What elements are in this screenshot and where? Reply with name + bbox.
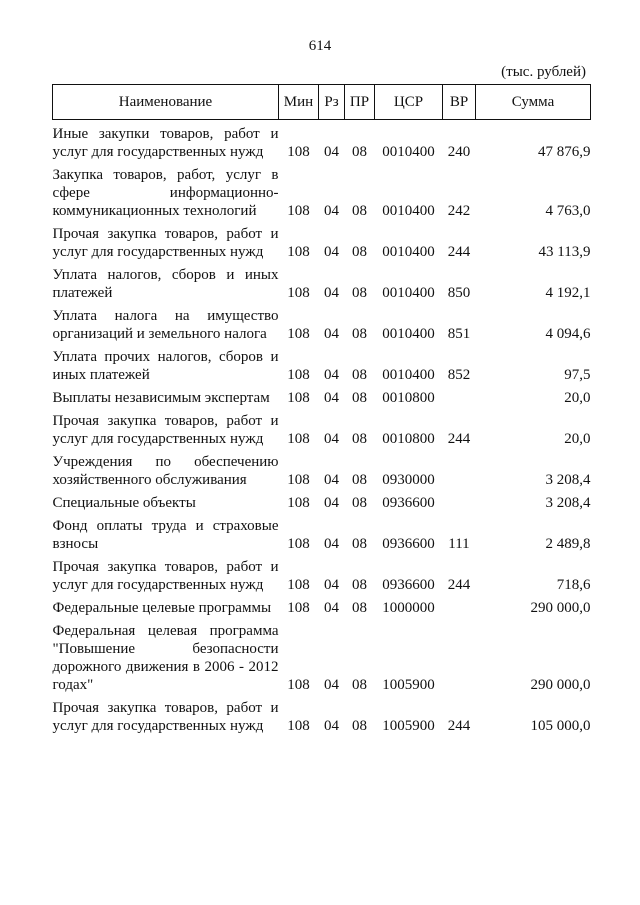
row-sum: 20,0 bbox=[564, 390, 591, 406]
row-pr: 08 bbox=[352, 536, 367, 552]
row-min: 108 bbox=[287, 390, 310, 406]
row-rz: 04 bbox=[324, 144, 339, 160]
row-name: Прочая закупка товаров, работ и услуг для государственных нужд bbox=[52, 700, 279, 734]
row-vr bbox=[443, 617, 476, 694]
row-pr: 08 bbox=[352, 472, 367, 488]
table-row bbox=[53, 302, 591, 343]
row-csr: 0930000 bbox=[382, 472, 435, 488]
row-csr: 0936600 bbox=[382, 577, 435, 593]
row-sum: 97,5 bbox=[564, 367, 591, 383]
header-rz: Рз bbox=[319, 85, 345, 120]
row-sum: 3 208,4 bbox=[545, 495, 591, 511]
row-name: Фонд оплаты труда и страховые взносы bbox=[52, 518, 279, 552]
row-name: Прочая закупка товаров, работ и услуг для государственных нужд bbox=[52, 559, 279, 593]
header-row bbox=[53, 85, 591, 120]
row-name: Специальные объекты bbox=[52, 495, 196, 511]
row-rz: 04 bbox=[324, 326, 339, 342]
table-row bbox=[53, 343, 591, 384]
table-row bbox=[53, 261, 591, 302]
row-min: 108 bbox=[287, 536, 310, 552]
row-pr: 08 bbox=[352, 390, 367, 406]
row-rz: 04 bbox=[324, 203, 339, 219]
row-vr: 851 bbox=[447, 326, 471, 342]
row-min: 108 bbox=[287, 144, 310, 160]
row-min: 108 bbox=[287, 285, 310, 301]
row-rz: 04 bbox=[324, 390, 339, 406]
row-csr: 0010400 bbox=[382, 244, 435, 260]
row-vr: 850 bbox=[447, 285, 471, 301]
row-pr: 08 bbox=[352, 144, 367, 160]
row-pr: 08 bbox=[352, 203, 367, 219]
table-row bbox=[53, 448, 591, 489]
table-row bbox=[53, 161, 591, 220]
table-row bbox=[53, 120, 591, 162]
row-vr: 244 bbox=[447, 577, 471, 593]
row-pr: 08 bbox=[352, 367, 367, 383]
row-rz: 04 bbox=[324, 718, 339, 734]
table-row bbox=[53, 489, 591, 512]
row-name: Федеральная целевая программа "Повышение безопасности дорожного движения в 2006 - 2012 годах" bbox=[52, 623, 279, 693]
header-pr: ПР bbox=[345, 85, 375, 120]
row-min: 108 bbox=[287, 600, 310, 616]
table-row bbox=[53, 553, 591, 594]
row-min: 108 bbox=[287, 472, 310, 488]
row-csr: 0010400 bbox=[382, 326, 435, 342]
row-csr: 0010400 bbox=[382, 285, 435, 301]
row-name: Выплаты независимым экспертам bbox=[52, 390, 270, 406]
row-vr bbox=[443, 448, 476, 489]
row-sum: 47 876,9 bbox=[538, 144, 591, 160]
row-pr: 08 bbox=[352, 677, 367, 693]
header-csr: ЦСР bbox=[375, 85, 443, 120]
table-row bbox=[53, 512, 591, 553]
table-row bbox=[53, 617, 591, 694]
row-pr: 08 bbox=[352, 600, 367, 616]
row-pr: 08 bbox=[352, 285, 367, 301]
header-name: Наименование bbox=[53, 85, 279, 120]
row-vr bbox=[443, 594, 476, 617]
table-row bbox=[53, 384, 591, 407]
row-rz: 04 bbox=[324, 367, 339, 383]
row-name: Уплата прочих налогов, сборов и иных платежей bbox=[52, 349, 279, 383]
row-sum: 290 000,0 bbox=[530, 677, 591, 693]
row-csr: 0010400 bbox=[382, 203, 435, 219]
row-rz: 04 bbox=[324, 577, 339, 593]
row-pr: 08 bbox=[352, 495, 367, 511]
row-name: Иные закупки товаров, работ и услуг для государственных нужд bbox=[52, 126, 279, 160]
page-number: 614 bbox=[308, 38, 332, 54]
row-rz: 04 bbox=[324, 431, 339, 447]
row-sum: 20,0 bbox=[564, 431, 591, 447]
row-min: 108 bbox=[287, 577, 310, 593]
row-sum: 3 208,4 bbox=[545, 472, 591, 488]
row-name: Федеральные целевые программы bbox=[52, 600, 272, 616]
row-vr bbox=[443, 489, 476, 512]
row-vr: 240 bbox=[447, 144, 471, 160]
row-pr: 08 bbox=[352, 718, 367, 734]
row-vr: 242 bbox=[447, 203, 471, 219]
table-body bbox=[53, 120, 591, 736]
row-vr bbox=[443, 384, 476, 407]
row-min: 108 bbox=[287, 718, 310, 734]
header-min: Мин bbox=[279, 85, 319, 120]
row-csr: 0010800 bbox=[382, 431, 435, 447]
row-csr: 0010400 bbox=[382, 367, 435, 383]
row-rz: 04 bbox=[324, 536, 339, 552]
row-pr: 08 bbox=[352, 577, 367, 593]
row-csr: 0010400 bbox=[382, 144, 435, 160]
row-name: Уплата налога на имущество организаций и земельного налога bbox=[52, 308, 279, 342]
row-min: 108 bbox=[287, 367, 310, 383]
row-rz: 04 bbox=[324, 495, 339, 511]
row-sum: 4 763,0 bbox=[545, 203, 591, 219]
row-csr: 1005900 bbox=[382, 677, 435, 693]
row-min: 108 bbox=[287, 495, 310, 511]
row-pr: 08 bbox=[352, 431, 367, 447]
row-csr: 0936600 bbox=[382, 536, 435, 552]
row-rz: 04 bbox=[324, 244, 339, 260]
row-min: 108 bbox=[287, 431, 310, 447]
row-sum: 718,6 bbox=[556, 577, 591, 593]
table-row bbox=[53, 407, 591, 448]
table-row bbox=[53, 594, 591, 617]
header-sum: Сумма bbox=[476, 85, 591, 120]
row-name: Закупка товаров, работ, услуг в сфере информационно-коммуникационных технологий bbox=[52, 167, 279, 219]
row-vr: 244 bbox=[447, 244, 471, 260]
row-rz: 04 bbox=[324, 285, 339, 301]
row-sum: 2 489,8 bbox=[545, 536, 591, 552]
row-rz: 04 bbox=[324, 472, 339, 488]
row-csr: 0936600 bbox=[382, 495, 435, 511]
table-row bbox=[53, 220, 591, 261]
table-header bbox=[53, 85, 591, 120]
row-name: Прочая закупка товаров, работ и услуг для государственных нужд bbox=[52, 226, 279, 260]
units-label: (тыс. рублей) bbox=[501, 64, 586, 80]
row-sum: 290 000,0 bbox=[530, 600, 591, 616]
row-csr: 0010800 bbox=[382, 390, 435, 406]
row-vr: 244 bbox=[447, 718, 471, 734]
row-pr: 08 bbox=[352, 326, 367, 342]
row-rz: 04 bbox=[324, 677, 339, 693]
row-vr: 111 bbox=[448, 536, 470, 552]
table-row bbox=[53, 694, 591, 735]
row-min: 108 bbox=[287, 203, 310, 219]
row-min: 108 bbox=[287, 244, 310, 260]
row-min: 108 bbox=[287, 326, 310, 342]
row-name: Прочая закупка товаров, работ и услуг для государственных нужд bbox=[52, 413, 279, 447]
row-sum: 105 000,0 bbox=[530, 718, 591, 734]
row-sum: 4 192,1 bbox=[545, 285, 591, 301]
row-name: Учреждения по обеспечению хозяйственного обслуживания bbox=[52, 454, 279, 488]
row-min: 108 bbox=[287, 677, 310, 693]
row-sum: 4 094,6 bbox=[545, 326, 591, 342]
row-pr: 08 bbox=[352, 244, 367, 260]
row-csr: 1000000 bbox=[382, 600, 435, 616]
row-vr: 852 bbox=[447, 367, 471, 383]
header-vr: ВР bbox=[443, 85, 476, 120]
row-csr: 1005900 bbox=[382, 718, 435, 734]
row-rz: 04 bbox=[324, 600, 339, 616]
row-sum: 43 113,9 bbox=[538, 244, 591, 260]
row-vr: 244 bbox=[447, 431, 471, 447]
budget-table bbox=[52, 84, 591, 735]
row-name: Уплата налогов, сборов и иных платежей bbox=[52, 267, 279, 301]
